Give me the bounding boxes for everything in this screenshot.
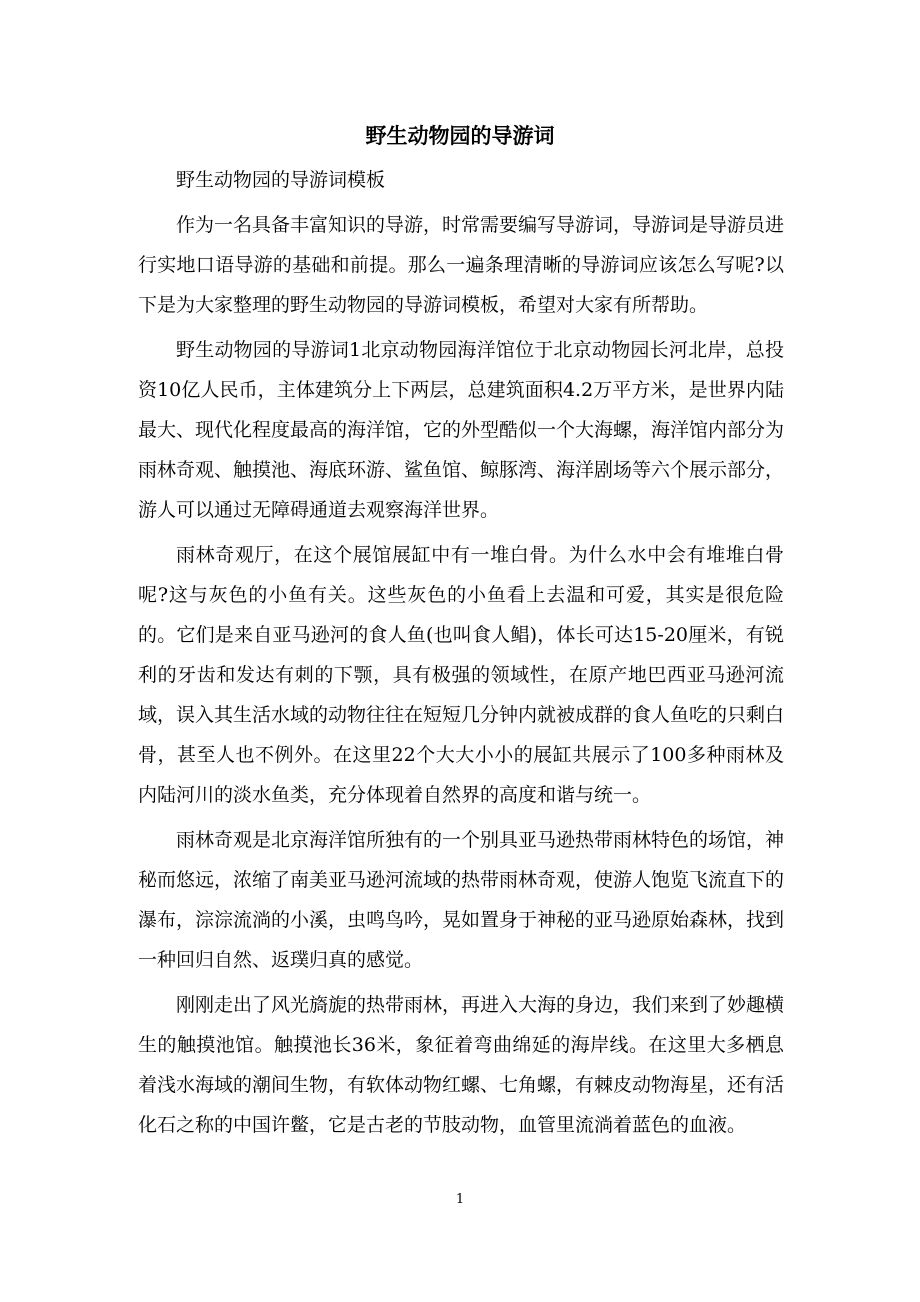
paragraph-touch-pool: 刚刚走出了风光旖旎的热带雨林，再进入大海的身边，我们来到了妙趣横生的触摸池馆。触摸池长36米，象征着弯曲绵延的海岸线。在这里大多栖息着浅水海域的潮间生物，有软体动物红螺、七角螺，有棘皮动物海星，还有活化石之称的中国许鳖，它是古老的节肢动物，血管里流淌着蓝色的血液。 xyxy=(138,994,785,1136)
page-number: 1 xyxy=(455,1192,465,1207)
paragraph-rainforest-hall: 雨林奇观厅，在这个展馆展缸中有一堆白骨。为什么水中会有堆堆白骨呢?这与灰色的小鱼有关。这些灰色的小鱼看上去温和可爱，其实是很危险的。它们是来自亚马逊河的食人鱼(也叫食人鲳)，体长可达15-20厘米，有锐利的牙齿和发达有刺的下颚，具有极强的领域性，在原产地巴西亚马逊河流域，误入其生活水域的动物往往在短短几分钟内就被成群的食人鱼吃的只剩白骨，甚至人也不例外。在这里22个大大小小的展缸共展示了100多种雨林及内陆河川的淡水鱼类，充分体现着自然界的高度和谐与统一。 xyxy=(138,544,785,806)
document-body xyxy=(138,160,784,1145)
document-title: 野生动物园的导游词 xyxy=(365,124,555,148)
paragraph-aquarium-overview: 野生动物园的导游词1北京动物园海洋馆位于北京动物园长河北岸，总投资10亿人民币，主体建筑分上下两层，总建筑面积4.2万平方米，是世界内陆最大、现代化程度最高的海洋馆，它的外型酷似一个大海螺，海洋馆内部分为雨林奇观、触摸池、海底环游、鲨鱼馆、鲸豚湾、海洋剧场等六个展示部分，游人可以通过无障碍通道去观察海洋世界。 xyxy=(138,339,785,521)
paragraph-rainforest-wonder: 雨林奇观是北京海洋馆所独有的一个别具亚马逊热带雨林特色的场馆，神秘而悠远，浓缩了南美亚马逊河流域的热带雨林奇观，使游人饱览飞流直下的瀑布，淙淙流淌的小溪，虫鸣鸟吟，晃如置身于神秘的亚马逊原始森林，找到一种回归自然、返璞归真的感觉。 xyxy=(138,829,785,971)
paragraph-intro: 作为一名具备丰富知识的导游，时常需要编写导游词，导游词是导游员进行实地口语导游的基础和前提。那么一遍条理清晰的导游词应该怎么写呢?以下是为大家整理的野生动物园的导游词模板，希望对大家有所帮助。 xyxy=(138,214,785,316)
paragraph-subtitle: 野生动物园的导游词模板 xyxy=(176,169,386,191)
